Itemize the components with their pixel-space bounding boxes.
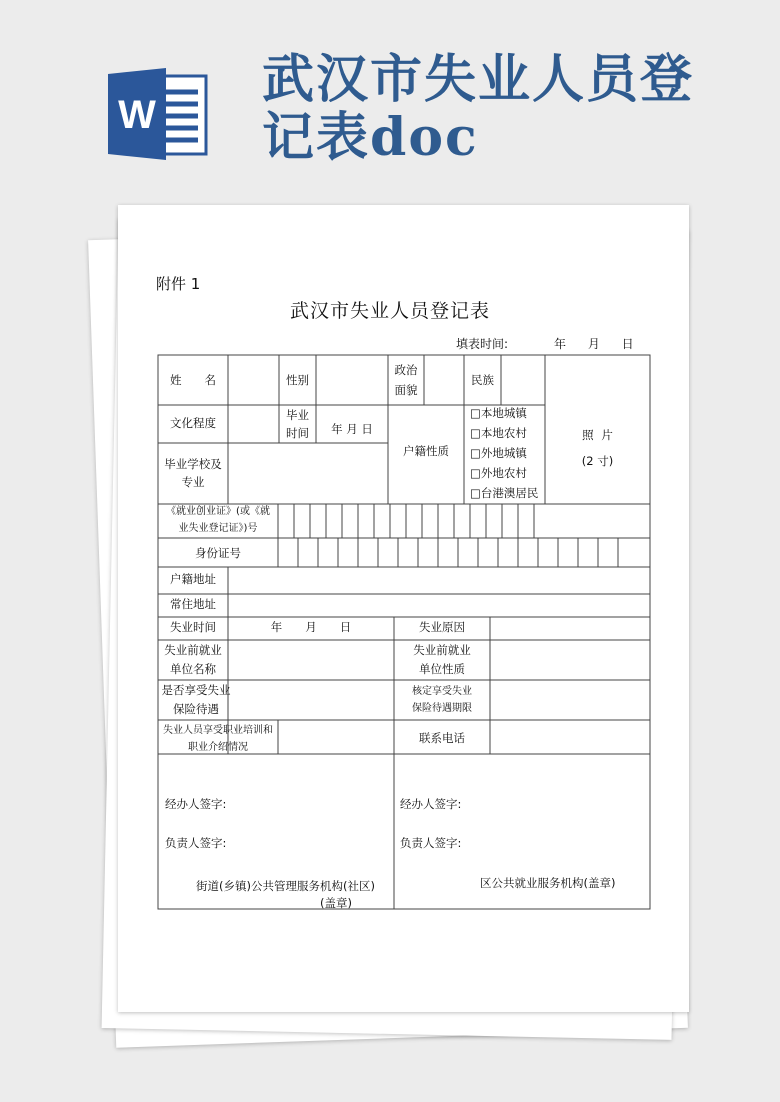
training-label: 失业人员享受职业培训和 职业介绍情况	[163, 725, 273, 753]
household-option-5[interactable]: □台港澳居民	[470, 486, 539, 500]
household-option-1[interactable]: □本地城镇	[470, 406, 527, 420]
phone-label: 联系电话	[419, 731, 465, 745]
residence-label: 常住地址	[170, 597, 216, 611]
unemployment-time-label: 失业时间	[170, 620, 216, 634]
fill-date: 年 月 日	[554, 337, 634, 351]
annex-label: 附件 1	[156, 275, 201, 293]
left-seal-label: (盖章)	[320, 896, 352, 910]
right-org-label: 区公共就业服务机构(盖章)	[480, 876, 616, 890]
left-handler-signature: 经办人签字:	[165, 797, 227, 811]
photo-label: 照 片	[582, 428, 613, 442]
header-title-line2: 记表doc	[262, 107, 479, 168]
left-org-label: 街道(乡镇)公共管理服务机构(社区)	[196, 879, 375, 893]
prev-employer-type-label: 失业前就业 单位性质	[413, 643, 471, 676]
word-logo-letter: W	[118, 93, 156, 137]
photo-size: (2 寸)	[581, 454, 614, 468]
household-option-3[interactable]: □外地城镇	[470, 446, 527, 460]
school-label: 毕业学校及 专业	[164, 457, 222, 489]
prev-employer-label: 失业前就业 单位名称	[164, 643, 222, 676]
document-title: 武汉市失业人员登记表	[289, 300, 490, 322]
graduation-date: 年 月 日	[331, 422, 373, 436]
right-responsible-signature: 负责人签字:	[400, 836, 462, 850]
household-option-2[interactable]: □本地农村	[470, 426, 527, 440]
unemployment-reason-label: 失业原因	[419, 620, 465, 634]
gender-label: 性别	[286, 373, 309, 387]
insurance-label: 是否享受失业 保险待遇	[161, 683, 231, 716]
household-option-4[interactable]: □外地农村	[470, 466, 527, 480]
unemployment-date: 年 月 日	[270, 620, 352, 634]
ethnicity-label: 民族	[471, 373, 494, 387]
insurance-period-label: 核定享受失业 保险待遇期限	[412, 686, 472, 714]
cert-label: 《就业创业证》(或《就 业失业登记证》)号	[166, 506, 270, 534]
fill-time-label: 填表时间:	[456, 337, 509, 351]
id-label: 身份证号	[195, 546, 241, 560]
header-title-line1: 武汉市失业人员登	[262, 49, 695, 110]
political-label: 政治 面貌	[394, 363, 418, 397]
household-address-label: 户籍地址	[170, 572, 216, 586]
household-type-label: 户籍性质	[403, 444, 449, 458]
left-responsible-signature: 负责人签字:	[165, 836, 227, 850]
right-handler-signature: 经办人签字:	[400, 797, 462, 811]
graduation-time-label: 毕业 时间	[286, 408, 309, 440]
education-label: 文化程度	[170, 416, 216, 430]
name-label: 姓 名	[170, 373, 216, 387]
